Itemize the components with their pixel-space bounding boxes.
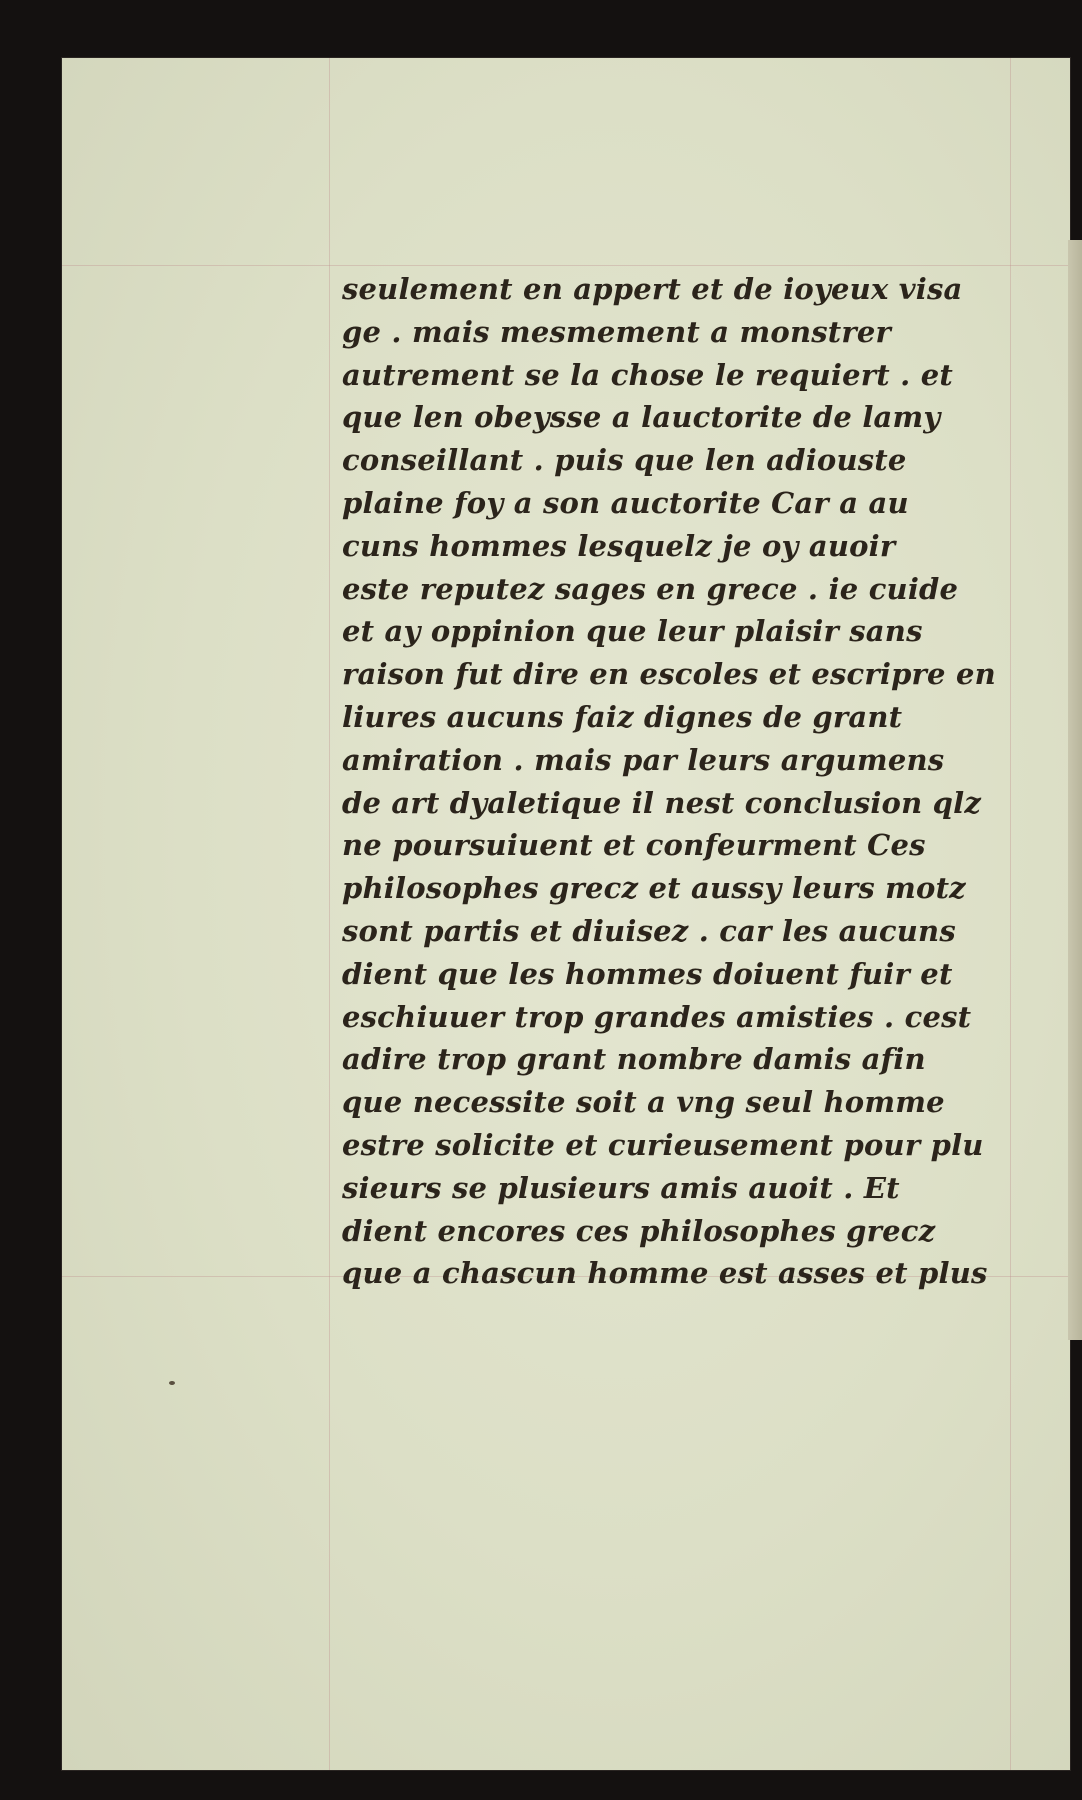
text-line: liures aucuns faiz dignes de grant bbox=[342, 699, 903, 734]
text-line: adire trop grant nombre damis afin bbox=[342, 1042, 926, 1077]
text-line: philosophes grecz et aussy leurs motz bbox=[342, 871, 966, 906]
text-line: plaine foy a son auctorite Car a au bbox=[342, 485, 909, 520]
adjacent-leaf-edge bbox=[1068, 240, 1082, 1340]
text-line: sont partis et diuisez . car les aucuns bbox=[342, 913, 956, 948]
text-line: dient que les hommes doiuent fuir et bbox=[342, 956, 953, 991]
manuscript-text bbox=[342, 268, 1027, 1295]
text-line: que len obeysse a lauctorite de lamy bbox=[342, 400, 941, 435]
text-line: este reputez sages en grece . ie cuide bbox=[342, 571, 959, 606]
text-line: et ay oppinion que leur plaisir sans bbox=[342, 614, 923, 649]
text-line: cuns hommes lesquelz je oy auoir bbox=[342, 528, 896, 563]
text-line: ne poursuiuent et confeurment Ces bbox=[342, 828, 926, 863]
text-line: que necessite soit a vng seul homme bbox=[342, 1085, 945, 1120]
text-line: seulement en appert et de ioyeux visa bbox=[342, 272, 963, 306]
text-line: amiration . mais par leurs argumens bbox=[342, 742, 945, 777]
text-line: conseillant . puis que len adiouste bbox=[342, 443, 907, 478]
ruling-line-left-margin bbox=[329, 58, 330, 1770]
text-line: eschiuuer trop grandes amisties . cest bbox=[342, 999, 972, 1034]
text-line: autrement se la chose le requiert . et bbox=[342, 357, 953, 392]
ruling-line-top bbox=[62, 265, 1070, 266]
text-line: dient encores ces philosophes grecz bbox=[342, 1213, 936, 1248]
ink-speck bbox=[169, 1381, 175, 1385]
text-line: raison fut dire en escoles et escripre en bbox=[342, 657, 996, 692]
text-line: que a chascun homme est asses et plus bbox=[342, 1256, 988, 1291]
text-line: ge . mais mesmement a monstrer bbox=[342, 314, 891, 349]
text-line: sieurs se plusieurs amis auoit . Et bbox=[342, 1170, 900, 1205]
text-line: estre solicite et curieusement pour plu bbox=[342, 1127, 984, 1162]
text-line: de art dyaletique il nest conclusion qlz bbox=[342, 785, 982, 820]
